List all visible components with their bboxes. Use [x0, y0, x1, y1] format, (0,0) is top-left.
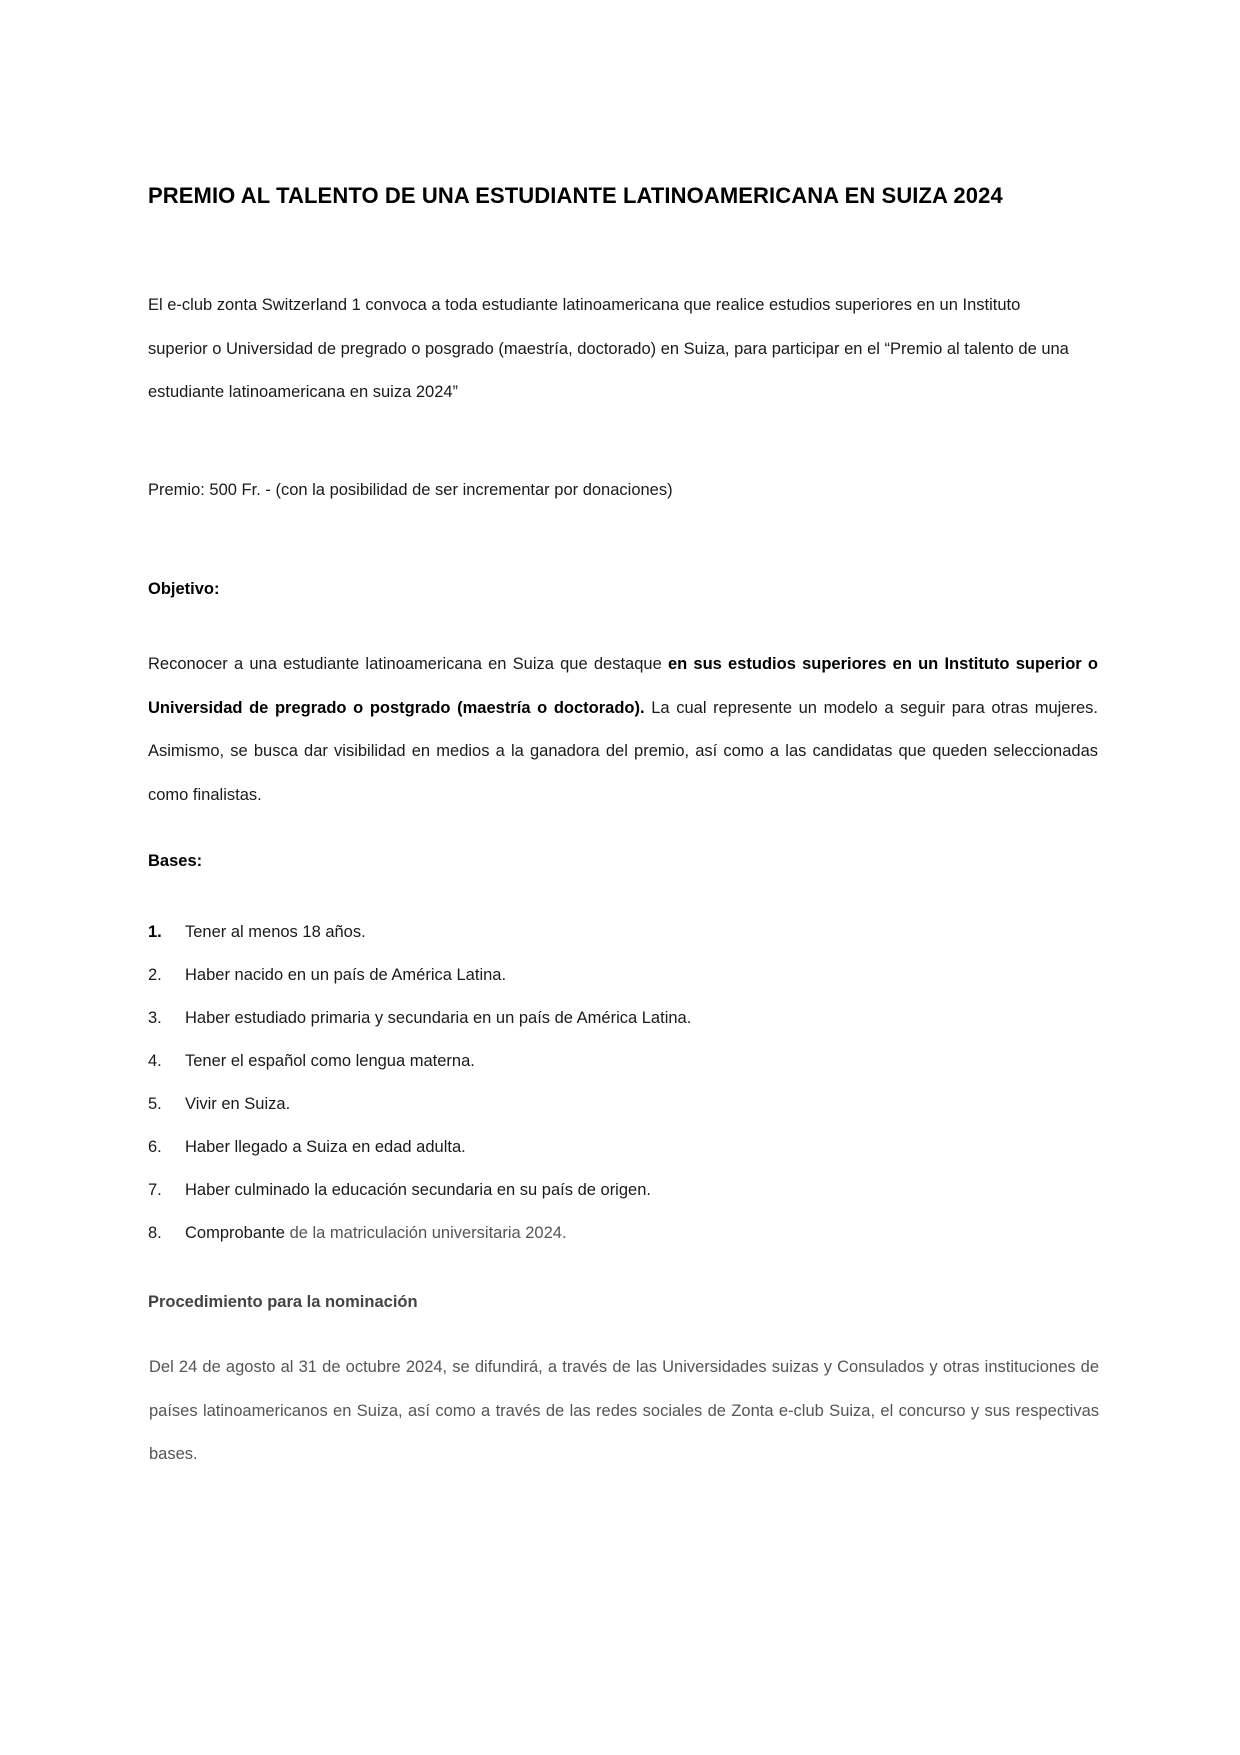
bases-item-number: 5. — [148, 1095, 162, 1113]
intro-line: superior o Universidad de pregrado o posgrado (maestría, doctorado) en Suiza, para participar en el “Premio al talento de una — [148, 339, 1069, 358]
objetivo-text-start: Reconocer a una estudiante latinoamericana en Suiza que destaque — [148, 655, 668, 673]
bases-item-text: Tener el español como lengua materna. — [185, 1052, 475, 1070]
objetivo-heading: Objetivo: — [148, 580, 220, 598]
bases-item-number: 4. — [148, 1052, 162, 1070]
bases-item-number: 2. — [148, 966, 162, 984]
bases-item-text: Haber llegado a Suiza en edad adulta. — [185, 1138, 466, 1156]
bases-item — [148, 997, 691, 1040]
intro-line: El e-club zonta Switzerland 1 convoca a toda estudiante latinoamericana que realice estudios superiores en un Instituto — [148, 296, 1021, 314]
bases-item-number: 7. — [148, 1181, 162, 1199]
bases-item-text: Comprobante — [185, 1224, 285, 1242]
bases-item-text: Tener al menos 18 años. — [185, 923, 366, 941]
bases-item — [148, 911, 691, 954]
bases-item — [148, 1083, 691, 1126]
bases-item-text: Vivir en Suiza. — [185, 1095, 291, 1113]
objetivo-paragraph — [148, 643, 1098, 817]
bases-item-number: 1. — [148, 923, 162, 941]
objetivo-text-bold: en sus estudios superiores en un Instituto superior o Universidad de pregrado o postgrado (maestría o doctorado). — [148, 655, 1098, 717]
bases-item-number: 6. — [148, 1138, 162, 1156]
bases-item — [148, 1126, 691, 1169]
bases-item-text: Haber culminado la educación secundaria en su país de origen. — [185, 1181, 651, 1199]
bases-item — [148, 1212, 691, 1255]
bases-item-text: Haber estudiado primaria y secundaria en un país de América Latina. — [185, 1009, 692, 1027]
bases-item-number: 8. — [148, 1224, 162, 1242]
bases-heading: Bases: — [148, 852, 203, 870]
bases-item-number: 3. — [148, 1009, 162, 1027]
bases-item — [148, 1040, 691, 1083]
bases-list — [148, 911, 691, 1255]
bases-item — [148, 954, 691, 997]
bases-item-text-gray: de la matriculación universitaria 2024. — [284, 1224, 567, 1242]
document-title: PREMIO AL TALENTO DE UNA ESTUDIANTE LATINOAMERICANA EN SUIZA 2024 — [148, 183, 1003, 208]
intro-paragraph — [148, 284, 1098, 415]
intro-line: estudiante latinoamericana en suiza 2024” — [148, 383, 459, 401]
bases-item-text: Haber nacido en un país de América Latina. — [185, 966, 507, 984]
premio-line: Premio: 500 Fr. - (con la posibilidad de ser incrementar por donaciones) — [148, 481, 673, 499]
objetivo-text-end: La cual represente un modelo a seguir para otras mujeres. Asimismo, se busca dar visibilidad en medios a la ganadora del premio, así como a las candidatas que queden seleccionadas como finalistas. — [148, 698, 1098, 804]
procedimiento-heading: Procedimiento para la nominación — [148, 1293, 418, 1311]
bases-item — [148, 1169, 691, 1212]
procedimiento-paragraph: Del 24 de agosto al 31 de octubre 2024, se difundirá, a través de las Universidades suizas y Consulados y otras instituciones de países latinoamericanos en Suiza, así como a través de las redes sociales de Zonta e-club Suiza, el concurso y sus respectivas bases. — [149, 1358, 1099, 1463]
